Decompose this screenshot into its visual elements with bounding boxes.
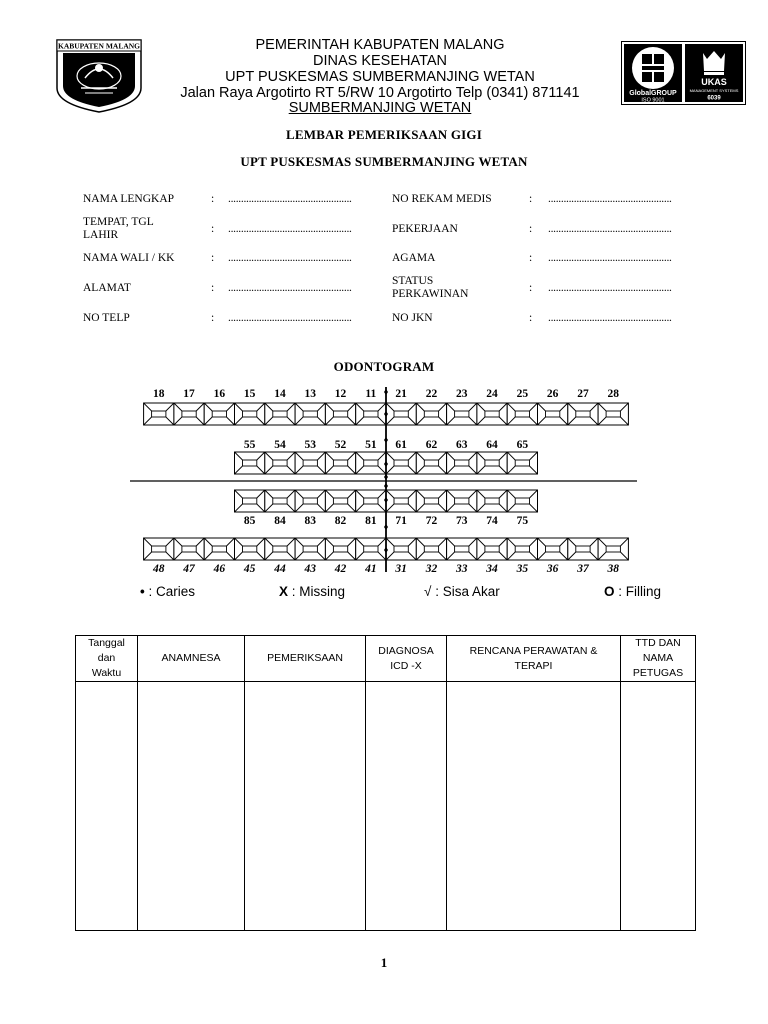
cert-right-code: 6039 [707, 95, 721, 102]
tooth-number-23: 23 [456, 388, 468, 400]
tooth-81[interactable] [356, 490, 386, 512]
tooth-38[interactable] [598, 538, 628, 560]
field-label-nama-lengkap: NAMA LENGKAP [83, 193, 175, 205]
tooth-21[interactable] [386, 403, 416, 425]
tooth-number-38: 38 [607, 563, 619, 575]
tooth-number-26: 26 [546, 388, 559, 400]
tooth-number-32: 32 [425, 563, 438, 575]
tooth-number-27: 27 [577, 388, 589, 400]
cell-ttd[interactable] [621, 682, 696, 931]
midline-marker [384, 483, 388, 489]
col-header-diagnosa: DIAGNOSA ICD -X [366, 636, 447, 682]
tooth-number-63: 63 [456, 439, 468, 451]
tooth-14[interactable] [265, 403, 295, 425]
tooth-65[interactable] [507, 452, 537, 474]
legend-sisa-akar [424, 584, 500, 599]
tooth-64[interactable] [477, 452, 507, 474]
tooth-35[interactable] [507, 538, 537, 560]
field-input-alamat[interactable]: ................................................ [228, 282, 352, 294]
field-input-agama[interactable]: ................................................ [548, 252, 672, 264]
tooth-number-46: 46 [213, 563, 226, 575]
tooth-48[interactable] [144, 538, 174, 560]
tooth-number-71: 71 [395, 515, 407, 527]
tooth-25[interactable] [507, 403, 537, 425]
col-header-pemeriksaan: PEMERIKSAAN [245, 636, 366, 682]
field-colon: : [211, 252, 215, 264]
midline-marker [384, 389, 388, 395]
tooth-number-24: 24 [486, 388, 498, 400]
field-input-nama-lengkap[interactable]: ................................................ [228, 193, 352, 205]
tooth-number-25: 25 [516, 388, 529, 400]
tooth-41[interactable] [356, 538, 386, 560]
col-header-rencana: RENCANA PERAWATAN & TERAPI [447, 636, 621, 682]
examination-record-table [75, 635, 696, 931]
tooth-28[interactable] [598, 403, 628, 425]
field-label-no-jkn: NO JKN [392, 312, 433, 324]
tooth-number-64: 64 [486, 439, 498, 451]
tooth-number-81: 81 [365, 515, 377, 527]
tooth-62[interactable] [416, 452, 446, 474]
tooth-51[interactable] [356, 452, 386, 474]
col-header-anamnesa: ANAMNESA [138, 636, 245, 682]
field-colon: : [529, 223, 533, 235]
legend-sisa-akar-symbol: √ [424, 584, 432, 599]
kop-line-unit: UPT PUSKESMAS SUMBERMANJING WETAN [225, 69, 535, 85]
field-input-tempat-tgl-lahir[interactable]: ................................................ [228, 223, 352, 235]
tooth-number-73: 73 [456, 515, 468, 527]
tooth-37[interactable] [568, 538, 598, 560]
tooth-number-54: 54 [274, 439, 286, 451]
field-input-pekerjaan[interactable]: ................................................ [548, 223, 672, 235]
tooth-number-15: 15 [243, 388, 256, 400]
tooth-45[interactable] [235, 538, 265, 560]
tooth-number-48: 48 [153, 563, 165, 575]
tooth-82[interactable] [325, 490, 355, 512]
tooth-18[interactable] [144, 403, 174, 425]
tooth-54[interactable] [265, 452, 295, 474]
field-label-alamat: ALAMAT [83, 282, 131, 294]
tooth-number-52: 52 [334, 439, 347, 451]
tooth-number-85: 85 [243, 515, 256, 527]
tooth-number-53: 53 [304, 439, 316, 451]
field-colon: : [529, 193, 533, 205]
col-header-tanggal: Tanggal dan Waktu [76, 636, 138, 682]
table-row [76, 682, 696, 931]
field-input-status-perkawinan[interactable]: ................................................ [548, 282, 672, 294]
tooth-71[interactable] [386, 490, 416, 512]
tooth-16[interactable] [204, 403, 234, 425]
col-header-ttd: TTD DAN NAMA PETUGAS [621, 636, 696, 682]
tooth-number-74: 74 [486, 515, 498, 527]
tooth-number-11: 11 [365, 388, 377, 400]
midline-marker [384, 474, 388, 480]
legend-missing [279, 584, 345, 599]
tooth-63[interactable] [447, 452, 477, 474]
kop-line-address: Jalan Raya Argotirto RT 5/RW 10 Argotirto Telp (0341) 871141 [180, 85, 580, 101]
tooth-number-28: 28 [607, 388, 619, 400]
tooth-36[interactable] [538, 538, 568, 560]
legend-caries-label: : Caries [148, 584, 196, 599]
legend-filling-symbol: O [604, 584, 615, 599]
tooth-number-51: 51 [365, 439, 377, 451]
tooth-number-82: 82 [334, 515, 347, 527]
tooth-number-83: 83 [304, 515, 316, 527]
cert-left-iso: ISO 9001 [641, 97, 665, 104]
tooth-number-22: 22 [425, 388, 438, 400]
tooth-17[interactable] [174, 403, 204, 425]
tooth-55[interactable] [235, 452, 265, 474]
field-label-tempat-tgl-lahir: TEMPAT, TGL LAHIR [83, 216, 154, 241]
tooth-44[interactable] [265, 538, 295, 560]
field-colon: : [529, 312, 533, 324]
tooth-number-44: 44 [274, 563, 286, 575]
field-colon: : [529, 252, 533, 264]
tooth-24[interactable] [477, 403, 507, 425]
field-label-no-telp: NO TELP [83, 312, 130, 324]
tooth-85[interactable] [235, 490, 265, 512]
field-input-no-rekam-medis[interactable]: ................................................ [548, 193, 672, 205]
tooth-number-12: 12 [334, 388, 347, 400]
tooth-84[interactable] [265, 490, 295, 512]
tooth-number-61: 61 [395, 439, 407, 451]
form-subtitle: UPT PUSKESMAS SUMBERMANJING WETAN [240, 154, 528, 169]
tooth-number-31: 31 [395, 563, 407, 575]
tooth-number-55: 55 [243, 439, 256, 451]
tooth-number-47: 47 [183, 563, 195, 575]
field-colon: : [211, 223, 215, 235]
table-header-row [76, 636, 696, 682]
field-colon: : [211, 312, 215, 324]
form-title: LEMBAR PEMERIKSAAN GIGI [285, 127, 482, 142]
tooth-number-35: 35 [516, 563, 529, 575]
tooth-22[interactable] [416, 403, 446, 425]
legend-caries-symbol: • [140, 584, 145, 599]
legend-caries [140, 584, 195, 599]
kabupaten-malang-logo [55, 38, 143, 114]
tooth-32[interactable] [416, 538, 446, 560]
tooth-74[interactable] [477, 490, 507, 512]
legend-missing-symbol: X [279, 584, 289, 599]
field-colon: : [211, 193, 215, 205]
tooth-31[interactable] [386, 538, 416, 560]
tooth-27[interactable] [568, 403, 598, 425]
tooth-15[interactable] [235, 403, 265, 425]
tooth-83[interactable] [295, 490, 325, 512]
tooth-23[interactable] [447, 403, 477, 425]
tooth-73[interactable] [447, 490, 477, 512]
tooth-number-45: 45 [243, 563, 256, 575]
field-label-agama: AGAMA [392, 252, 436, 264]
tooth-number-65: 65 [516, 439, 529, 451]
tooth-12[interactable] [325, 403, 355, 425]
field-label-status-perkawinan: STATUS PERKAWINAN [392, 275, 469, 300]
midline-marker [384, 437, 388, 443]
cert-left-brand: GlobalGROUP [629, 90, 677, 97]
tooth-number-72: 72 [425, 515, 438, 527]
cell-pemeriksaan[interactable] [245, 682, 366, 931]
page-number: 1 [380, 955, 388, 970]
field-label-nama-wali: NAMA WALI / KK [83, 252, 175, 264]
field-label-no-rekam-medis: NO REKAM MEDIS [392, 193, 492, 205]
field-input-no-telp[interactable]: ................................................ [228, 312, 352, 324]
tooth-26[interactable] [538, 403, 568, 425]
tooth-72[interactable] [416, 490, 446, 512]
tooth-number-16: 16 [213, 388, 226, 400]
legend-filling-label: : Filling [618, 584, 662, 599]
cell-tanggal[interactable] [76, 682, 138, 931]
legend-filling [604, 584, 661, 599]
kop-line-government: PEMERINTAH KABUPATEN MALANG [255, 37, 505, 53]
tooth-33[interactable] [447, 538, 477, 560]
midline-marker [384, 524, 388, 530]
tooth-number-36: 36 [546, 563, 559, 575]
legend-sisa-akar-label: : Sisa Akar [435, 584, 500, 599]
legend-missing-label: : Missing [291, 584, 346, 599]
field-input-nama-wali[interactable]: ................................................ [228, 252, 352, 264]
tooth-number-18: 18 [153, 388, 165, 400]
tooth-75[interactable] [507, 490, 537, 512]
odontogram-chart [0, 380, 768, 580]
field-colon: : [211, 282, 215, 294]
tooth-number-37: 37 [577, 563, 589, 575]
tooth-number-13: 13 [304, 388, 316, 400]
cell-rencana[interactable] [447, 682, 621, 931]
tooth-number-34: 34 [486, 563, 498, 575]
tooth-number-41: 41 [365, 563, 377, 575]
tooth-number-21: 21 [395, 388, 407, 400]
kop-line-agency: DINAS KESEHATAN [312, 53, 448, 69]
tooth-34[interactable] [477, 538, 507, 560]
tooth-47[interactable] [174, 538, 204, 560]
field-label-pekerjaan: PEKERJAAN [392, 223, 458, 235]
tooth-46[interactable] [204, 538, 234, 560]
tooth-11[interactable] [356, 403, 386, 425]
tooth-number-75: 75 [516, 515, 529, 527]
cert-right-sub: MANAGEMENT SYSTEMS [689, 88, 739, 93]
tooth-52[interactable] [325, 452, 355, 474]
tooth-number-42: 42 [334, 563, 347, 575]
kop-line-city: SUMBERMANJING WETAN [288, 100, 472, 116]
odontogram-title: ODONTOGRAM [333, 359, 435, 374]
tooth-53[interactable] [295, 452, 325, 474]
field-colon: : [529, 282, 533, 294]
certification-badge [621, 41, 746, 105]
logo-text: KABUPATEN MALANG [57, 41, 141, 51]
cell-diagnosa[interactable] [366, 682, 447, 931]
cell-anamnesa[interactable] [138, 682, 245, 931]
tooth-number-62: 62 [425, 439, 438, 451]
tooth-number-33: 33 [456, 563, 468, 575]
cert-right-brand: UKAS [701, 77, 727, 87]
tooth-61[interactable] [386, 452, 416, 474]
tooth-number-14: 14 [274, 388, 286, 400]
tooth-number-17: 17 [183, 388, 195, 400]
field-input-no-jkn[interactable]: ................................................ [548, 312, 672, 324]
tooth-number-84: 84 [274, 515, 286, 527]
tooth-43[interactable] [295, 538, 325, 560]
tooth-13[interactable] [295, 403, 325, 425]
tooth-42[interactable] [325, 538, 355, 560]
tooth-number-43: 43 [304, 563, 316, 575]
